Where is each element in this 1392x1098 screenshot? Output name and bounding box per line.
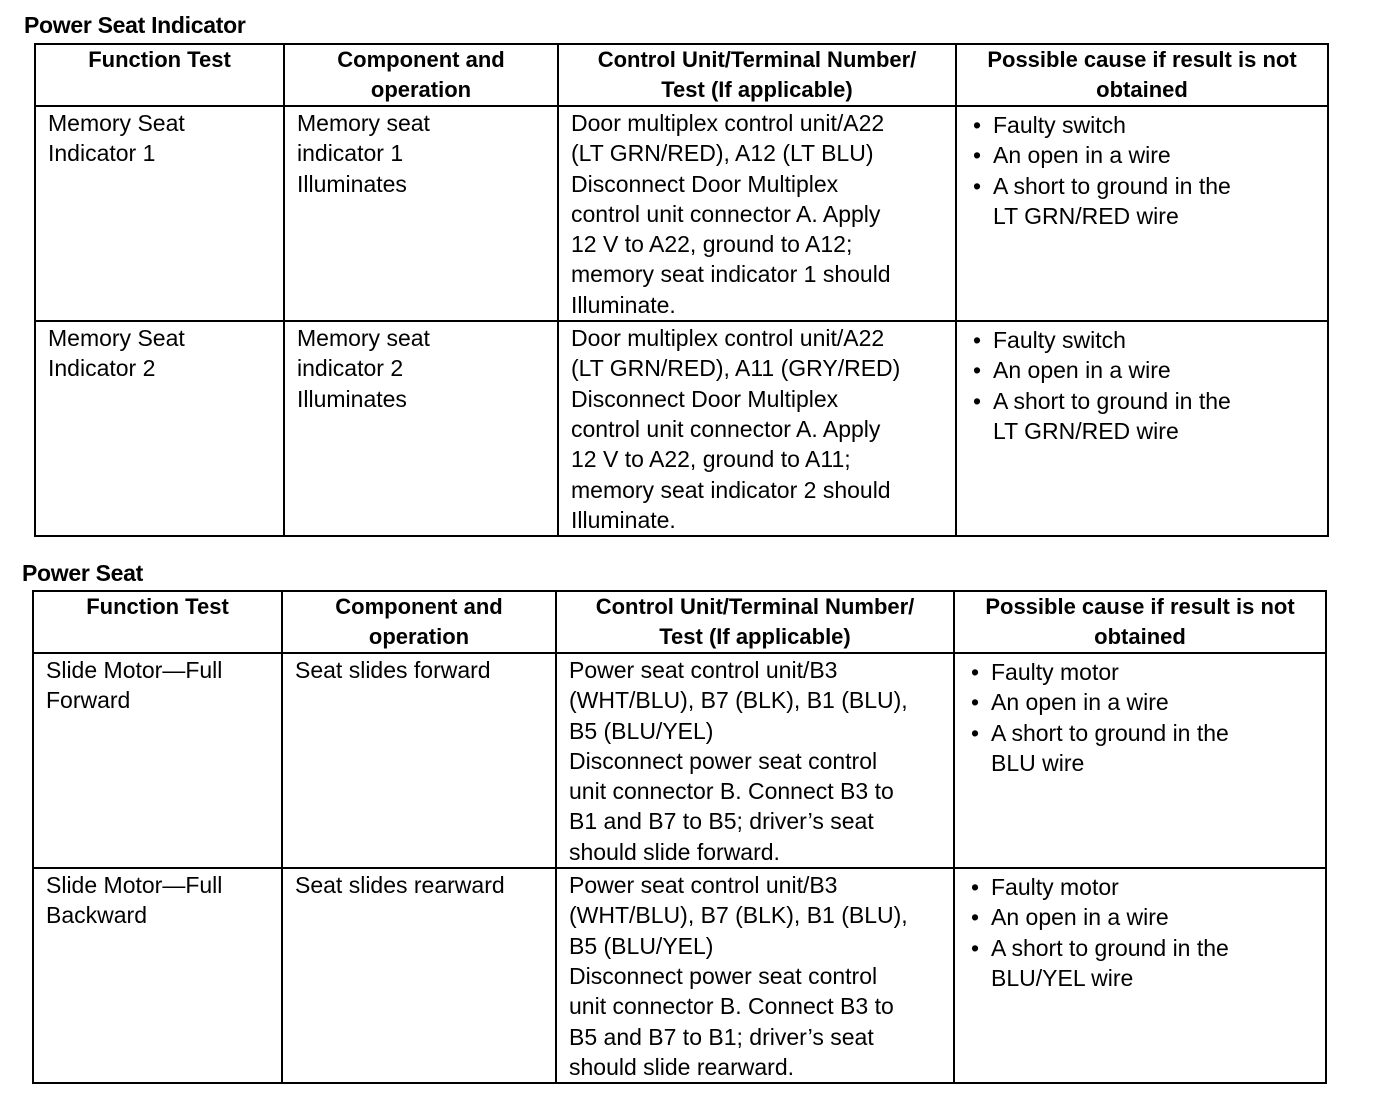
component-cell: Seat slides rearward: [282, 868, 556, 1083]
power-seat-indicator-table: [34, 43, 1329, 537]
table-header-row: [35, 44, 1328, 106]
cause-item: • Faulty motor: [967, 872, 1315, 902]
cause-item: • A short to ground in the BLU wire: [967, 718, 1315, 779]
power-seat-table: [32, 590, 1327, 1084]
cause-item: • Faulty switch: [969, 110, 1317, 140]
header-control-unit-terminal: Control Unit/Terminal Number/ Test (If applicable): [556, 591, 954, 653]
cause-item: • Faulty switch: [969, 325, 1317, 355]
cause-list: [969, 110, 1317, 231]
section-title-power-seat: Power Seat: [22, 560, 143, 586]
table-row: [33, 653, 1326, 868]
header-component-operation: Component and operation: [282, 591, 556, 653]
table-header-row: [33, 591, 1326, 653]
cause-list: [969, 325, 1317, 446]
possible-cause-cell: [954, 868, 1326, 1083]
function-test-cell: Memory Seat Indicator 1: [35, 106, 284, 321]
cause-item: • A short to ground in the LT GRN/RED wire: [969, 386, 1317, 447]
control-unit-cell: Door multiplex control unit/A22 (LT GRN/RED), A11 (GRY/RED) Disconnect Door Multiplex control unit connector A. Apply 12 V to A22, ground to A11; memory seat indicator 2 should Illuminate.: [558, 321, 956, 536]
cause-item: • An open in a wire: [967, 902, 1315, 932]
header-component-operation: Component and operation: [284, 44, 558, 106]
header-function-test: Function Test: [35, 44, 284, 106]
section-title-power-seat-indicator: Power Seat Indicator: [24, 12, 246, 38]
component-cell: Seat slides forward: [282, 653, 556, 868]
table-row: [35, 106, 1328, 321]
function-test-cell: Memory Seat Indicator 2: [35, 321, 284, 536]
cause-item: • An open in a wire: [969, 355, 1317, 385]
function-test-cell: Slide Motor—Full Forward: [33, 653, 282, 868]
possible-cause-cell: [954, 653, 1326, 868]
cause-item: • Faulty motor: [967, 657, 1315, 687]
header-control-unit-terminal: Control Unit/Terminal Number/ Test (If applicable): [558, 44, 956, 106]
header-possible-cause: Possible cause if result is not obtained: [956, 44, 1328, 106]
possible-cause-cell: [956, 106, 1328, 321]
control-unit-cell: Door multiplex control unit/A22 (LT GRN/RED), A12 (LT BLU) Disconnect Door Multiplex control unit connector A. Apply 12 V to A22, ground to A12; memory seat indicator 1 should Illuminate.: [558, 106, 956, 321]
possible-cause-cell: [956, 321, 1328, 536]
component-cell: Memory seat indicator 1 Illuminates: [284, 106, 558, 321]
header-function-test: Function Test: [33, 591, 282, 653]
control-unit-cell: Power seat control unit/B3 (WHT/BLU), B7 (BLK), B1 (BLU), B5 (BLU/YEL) Disconnect power seat control unit connector B. Connect B3 to B5 and B7 to B1; driver’s seat should slide rearward.: [556, 868, 954, 1083]
cause-item: • An open in a wire: [967, 687, 1315, 717]
table-row: [35, 321, 1328, 536]
cause-list: [967, 657, 1315, 778]
table-row: [33, 868, 1326, 1083]
cause-list: [967, 872, 1315, 993]
cause-item: • A short to ground in the BLU/YEL wire: [967, 933, 1315, 994]
function-test-cell: Slide Motor—Full Backward: [33, 868, 282, 1083]
cause-item: • A short to ground in the LT GRN/RED wire: [969, 171, 1317, 232]
component-cell: Memory seat indicator 2 Illuminates: [284, 321, 558, 536]
header-possible-cause: Possible cause if result is not obtained: [954, 591, 1326, 653]
control-unit-cell: Power seat control unit/B3 (WHT/BLU), B7 (BLK), B1 (BLU), B5 (BLU/YEL) Disconnect power seat control unit connector B. Connect B3 to B1 and B7 to B5; driver’s seat should slide forward.: [556, 653, 954, 868]
cause-item: • An open in a wire: [969, 140, 1317, 170]
